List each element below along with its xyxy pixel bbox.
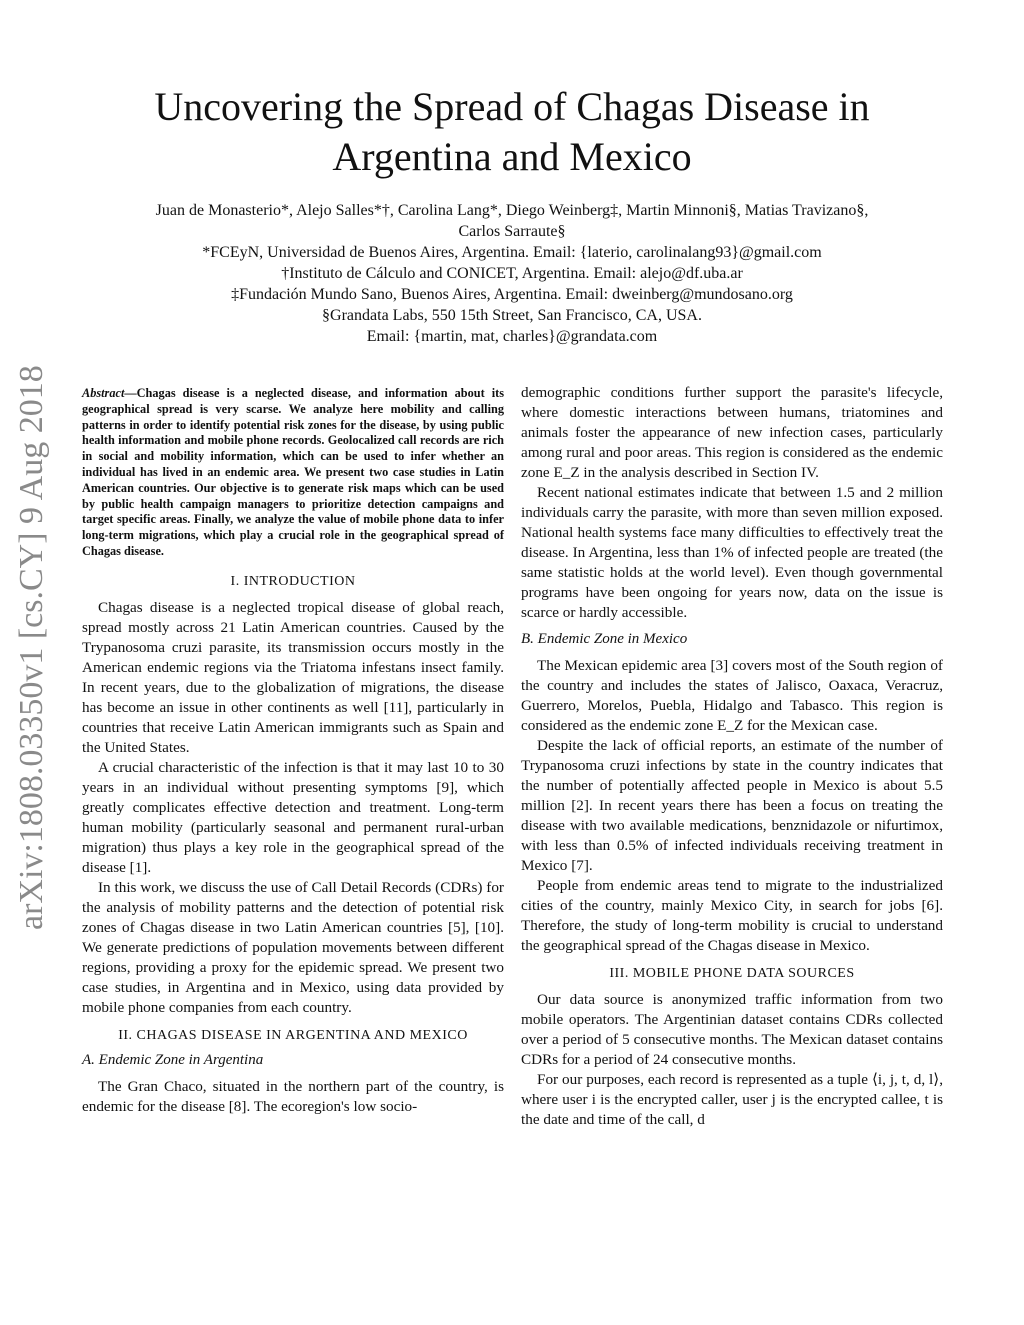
arxiv-identifier-stamp: arXiv:1808.03350v1 [cs.CY] 9 Aug 2018 (13, 365, 50, 930)
section-3-heading: III. MOBILE PHONE DATA SOURCES (609, 966, 855, 981)
right-column (521, 383, 943, 1130)
author-list-line-1: Juan de Monasterio*, Alejo Salles*†, Carolina Lang*, Diego Weinberg‡, Martin Minnoni§, Matias Travizano§, (155, 202, 869, 219)
section-2-heading: II. CHAGAS DISEASE IN ARGENTINA AND MEXICO (118, 1027, 468, 1043)
data-source-paragraph: Our data source is anonymized traffic information from two mobile operators. The Argentinian dataset contains CDRs collected over a period of 5 consecutive months. The Mexican dataset contains CDRs for a period of 24 consecutive months. (521, 991, 943, 1068)
mexico-estimates-paragraph: Despite the lack of official reports, an estimate of the number of Trypanosoma cruzi infections by state in the country indicates that the number of potentially affected people in Mexico is about 5.5 million [2]. In recent years there has been a focus on treating the disease with two available medications, benznidazole or nifurtimox, with less than 0.5% of infected individuals receiving treatment in Mexico [7]. (521, 737, 943, 874)
intro-paragraph-1: Chagas disease is a neglected tropical disease of global reach, spread mostly across 21 Latin American countries. Caused by the Trypanosoma cruzi parasite, its transmission occurs mostly in the American endemic regions via the Triatoma infestans insect family. In recent years, due to the globalization of migrations, the disease has become an issue in other continents as well [11], particularly in countries that receive Latin American immigrants such as Spain and the United States. (82, 598, 504, 756)
affiliation-1: *FCEyN, Universidad de Buenos Aires, Argentina. Email: {laterio, carolinalang93}@gmail.com (202, 244, 822, 261)
author-list-line-2: Carlos Sarraute§ (458, 223, 566, 240)
argentina-paragraph: The Gran Chaco, situated in the northern part of the country, is endemic for the disease [8]. The ecoregion's low socio- (82, 1077, 504, 1115)
record-tuple-paragraph: For our purposes, each record is represented as a tuple ⟨i, j, t, d, l⟩, where user i is the encrypted caller, user j is the encrypted callee, t is the date and time of the call, d (521, 1071, 943, 1128)
argentina-paragraph-continued: demographic conditions further support the parasite's lifecycle, where domestic interactions between humans, triatomines and animals foster the appearance of new infection cases, particularly among rural and poor areas. This region is considered as the endemic zone E_Z in the analysis described in Section IV. (521, 384, 943, 481)
affiliation-4: §Grandata Labs, 550 15th Street, San Francisco, CA, USA. (322, 307, 702, 324)
mexico-area-paragraph: The Mexican epidemic area [3] covers most of the South region of the country and includes the states of Jalisco, Oaxaca, Veracruz, Guerrero, Morelos, Puebla, Hidalgo and Tabasco. This region is considered as the endemic zone E_Z for the Mexican case. (521, 657, 943, 734)
abstract-text: —Chagas disease is a neglected disease, and information about its geographical spread is very scarse. We analyze here mobility and calling patterns in order to identify potential risk zones for the disease, by using public health information and mobile phone records. Geolocalized call records are rich in social and mobility information, which can be used to infer whether an individual has lived in an endemic area. We present two case studies in Latin American countries. Our objective is to generate risk maps which can be used by public health campaign managers to prioritize detection campaigns and target specific areas. Finally, we analyze the value of mobile phone data to infer long-term migrations, which play a crucial role in the geographical spread of Chagas disease. (82, 386, 504, 558)
left-column (82, 386, 504, 1117)
author-block (80, 200, 944, 347)
abstract (82, 386, 504, 560)
affiliation-3: ‡Fundación Mundo Sano, Buenos Aires, Argentina. Email: dweinberg@mundosano.org (231, 286, 793, 303)
intro-paragraph-3: In this work, we discuss the use of Call Detail Records (CDRs) for the analysis of mobility patterns and the detection of potential risk zones of Chagas disease in two Latin American countries [5], [10]. We generate predictions of population movements between different regions, providing a proxy for the epidemic spread. We present two case studies, in Argentina and in Mexico, using data provided by mobile phone companies from each country. (82, 878, 504, 1016)
intro-paragraph-2: A crucial characteristic of the infection is that it may last 10 to 30 years in an individual without presenting symptoms [9], which greatly complicates effective detection and treatment. Long-term human mobility (particularly seasonal and permanent rural-urban migration) thus plays a key role in the geographical spread of the disease [1]. (82, 758, 504, 876)
affiliation-5: Email: {martin, mat, charles}@grandata.com (366, 328, 658, 345)
argentina-estimates-paragraph: Recent national estimates indicate that between 1.5 and 2 million individuals carry the parasite, with more than seven million exposed. National health systems face many difficulties to effectively treat the disease. In Argentina, less than 1% of infected people are treated (the same statistic holds at the world level). Even though governmental programs have been ongoing for years now, data on the issue is scarce or hardly accessible. (521, 484, 943, 621)
subsection-a-heading: A. Endemic Zone in Argentina (82, 1051, 264, 1068)
mexico-migration-paragraph: People from endemic areas tend to migrate to the industrialized cities of the country, mainly Mexico City, in search for jobs [6]. Therefore, the study of long-term mobility is crucial to understand the geographical spread of the Chagas disease in Mexico. (521, 877, 943, 954)
section-1-heading: I. INTRODUCTION (230, 573, 356, 589)
paper-title: Uncovering the Spread of Chagas Disease in Argentina and Mexico (154, 84, 870, 179)
subsection-b-heading: B. Endemic Zone in Mexico (521, 631, 688, 647)
affiliation-2: †Instituto de Cálculo and CONICET, Argentina. Email: alejo@df.uba.ar (281, 265, 743, 282)
abstract-label: Abstract (82, 386, 125, 400)
